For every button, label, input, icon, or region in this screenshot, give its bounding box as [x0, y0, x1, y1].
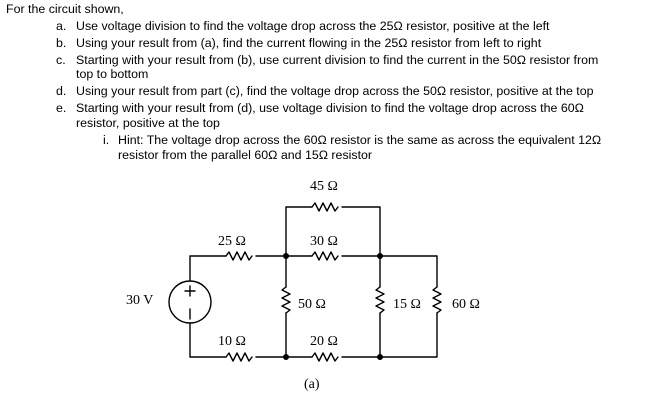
- figure-caption: (a): [304, 377, 320, 392]
- wire-top-left: [286, 207, 312, 256]
- label-50-ohm: 50 Ω: [298, 297, 326, 312]
- wire-30-right: [342, 256, 437, 287]
- label-30-ohm: 30 Ω: [310, 234, 338, 249]
- question-c-letter: c.: [56, 53, 66, 67]
- question-e-letter: e.: [56, 101, 67, 115]
- source-plus: [185, 286, 195, 296]
- label-15-ohm: 15 Ω: [393, 297, 421, 312]
- hint-marker: i.: [103, 133, 110, 147]
- resistor-15: [376, 287, 384, 313]
- question-e-text-line1: Starting with your result from (d), use voltage division to find the voltage drop across the 60Ω: [76, 101, 584, 115]
- resistor-50: [282, 287, 290, 313]
- label-20-ohm: 20 Ω: [310, 334, 338, 349]
- question-d-text: Using your result from part (c), find the voltage drop across the 50Ω resistor, positive at the top: [76, 84, 594, 98]
- label-60-ohm: 60 Ω: [452, 297, 480, 312]
- resistor-25: [226, 252, 252, 260]
- question-a-letter: a.: [56, 19, 67, 33]
- intro-text: For the circuit shown,: [6, 2, 124, 16]
- node-dot-top-right: [377, 253, 383, 259]
- hint-text-line1: Hint: The voltage drop across the 60Ω resistor is the same as across the equivalent 12Ω: [118, 133, 602, 147]
- label-45-ohm: 45 Ω: [310, 179, 338, 194]
- node-dot-bottom-right: [377, 354, 383, 360]
- label-source-voltage: 30 V: [126, 293, 154, 308]
- wire-60-bottom: [342, 313, 437, 357]
- resistor-30: [312, 252, 338, 260]
- wire-source-top: [190, 256, 226, 281]
- resistor-10: [226, 353, 252, 361]
- resistor-45: [312, 203, 338, 211]
- question-e-text-line2: resistor, positive at the top: [76, 116, 220, 130]
- hint-text-line2: resistor from the parallel 60Ω and 15Ω resistor: [118, 148, 373, 162]
- question-c-text-line1: Starting with your result from (b), use current division to find the current in the 50Ω resistor from: [76, 53, 599, 67]
- label-10-ohm: 10 Ω: [218, 334, 246, 349]
- question-b-text: Using your result from (a), find the current flowing in the 25Ω resistor from left to right: [76, 36, 542, 50]
- resistor-20: [312, 353, 338, 361]
- node-dot-top-mid: [283, 253, 289, 259]
- question-a-text: Use voltage division to find the voltage drop across the 25Ω resistor, positive at the left: [76, 19, 550, 33]
- wire-top-right: [342, 207, 380, 256]
- question-b-letter: b.: [56, 36, 67, 50]
- question-d-letter: d.: [56, 84, 67, 98]
- node-dot-bottom-mid: [283, 354, 289, 360]
- question-c-text-line2: top to bottom: [76, 67, 149, 81]
- label-25-ohm: 25 Ω: [218, 234, 246, 249]
- resistor-60: [433, 287, 441, 313]
